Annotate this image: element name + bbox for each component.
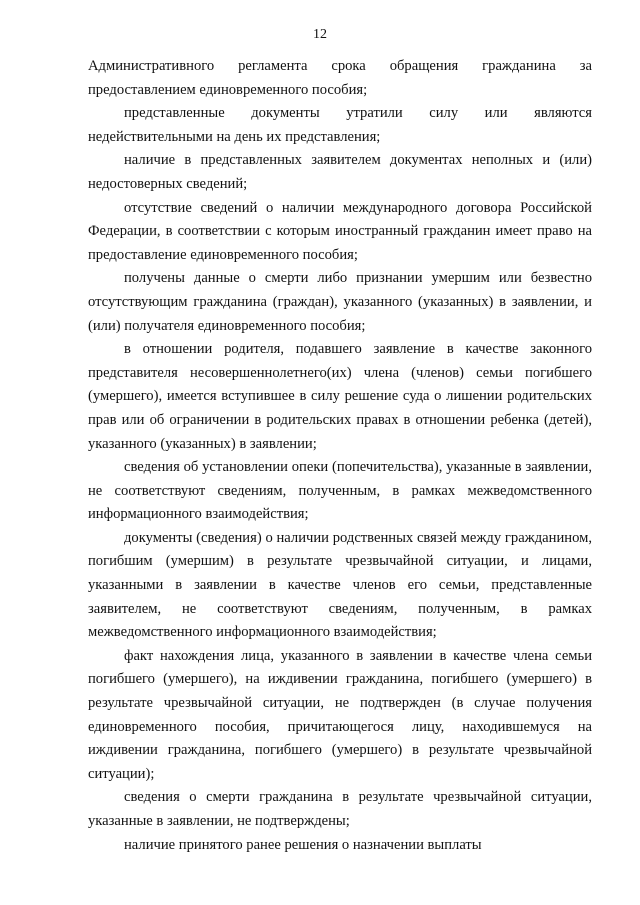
paragraph-dependency-not-confirmed: факт нахождения лица, указанного в заявлении в качестве члена семьи погибшего (умершего), на иждивении гражданина, погибшего (умершего) в результате чрезвычайной ситуации, не подтвержден (в случае получения единовременного пособия, причитающегося лицу, находившемуся на иждивении гражданина, погибшего (умершего) в результате чрезвычайной ситуации); xyxy=(88,647,592,782)
paragraph-incomplete-data: наличие в представленных заявителем документах неполных и (или) недостоверных сведений; xyxy=(88,152,592,192)
paragraph-no-international-treaty: отсутствие сведений о наличии международного договора Российской Федерации, в соответствии с которым иностранный гражданин имеет право на предоставление единовременного пособия; xyxy=(88,199,592,263)
paragraph-documents-invalid: представленные документы утратили силу или являются недействительными на день их представления; xyxy=(88,105,592,145)
paragraph-kinship-mismatch: документы (сведения) о наличии родственных связей между гражданином, погибшим (умершим) в результате чрезвычайной ситуации, и лицами, указанными в заявлении в качестве членов его семьи, представленные заявителем, не соответствуют сведениям, полученным, в рамках межведомственного информационного взаимодействия; xyxy=(88,529,592,641)
paragraph-death-data-received: получены данные о смерти либо признании умершим или безвестно отсутствующим гражданина (граждан), указанного (указанных) в заявлении, и (или) получателя единовременного пособия; xyxy=(88,270,592,334)
paragraph-death-not-confirmed: сведения о смерти гражданина в результате чрезвычайной ситуации, указанные в заявлении, не подтверждены; xyxy=(88,789,592,829)
paragraph-regulation-deadline: Административного регламента срока обращения гражданина за предоставлением единовременного пособия; xyxy=(88,58,592,98)
paragraph-prior-decision: наличие принятого ранее решения о назначении выплаты xyxy=(124,836,482,853)
paragraph-parental-rights: в отношении родителя, подавшего заявление в качестве законного представителя несовершеннолетнего(их) члена (членов) семьи погибшего (умершего), имеется вступившее в силу решение суда о лишении родительских прав или об ограничении в родительских правах в отношении ребенка (детей), указанного (указанных) в заявлении; xyxy=(88,341,592,452)
document-body xyxy=(88,55,592,857)
paragraph-guardianship-mismatch: сведения об установлении опеки (попечительства), указанные в заявлении, не соответствуют сведениям, полученным, в рамках межведомственного информационного взаимодействия; xyxy=(88,459,592,523)
page-number: 12 xyxy=(313,27,327,42)
